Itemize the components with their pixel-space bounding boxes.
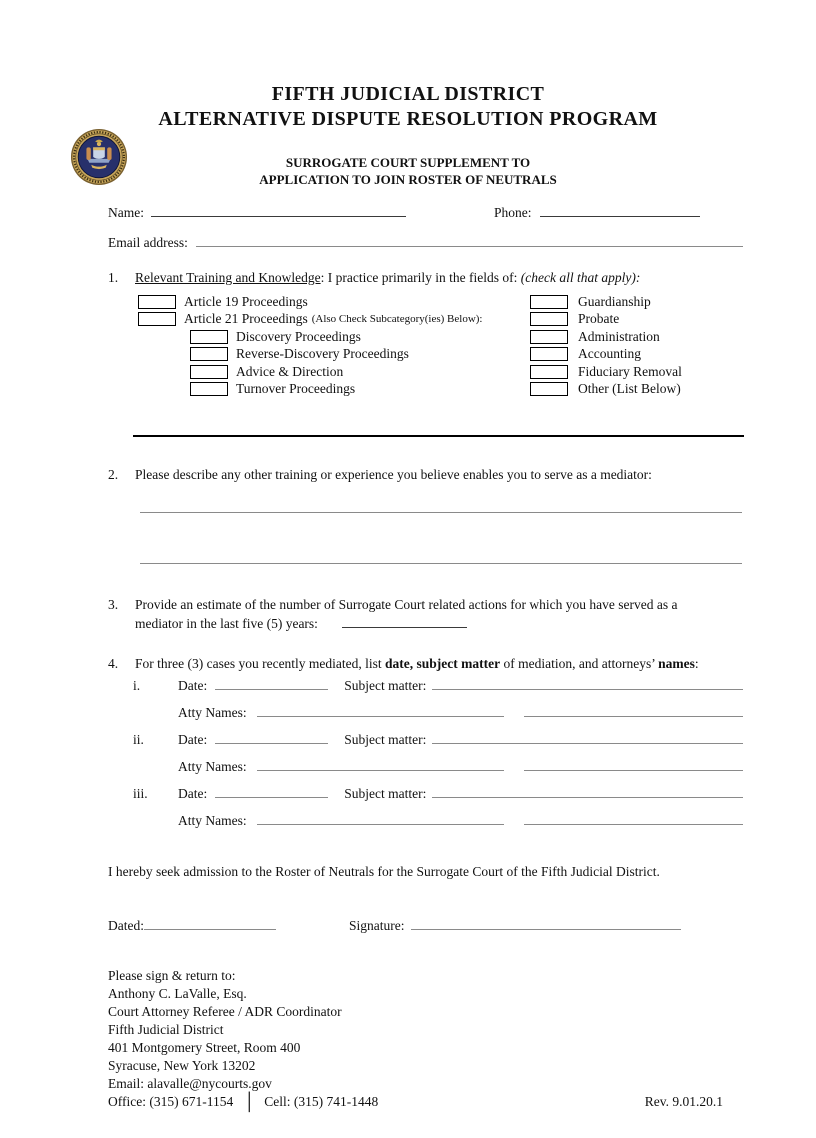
case-iii-atty-blank-line-2[interactable] [524,812,743,825]
case-i-date-blank-line[interactable] [215,677,328,690]
question-3 [108,595,743,633]
question-3-text-line-1: Provide an estimate of the number of Surrogate Court related actions for which you have served as a [135,597,678,612]
checkbox-row-guardianship [530,293,682,311]
question-3-text-line-2: mediator in the last five (5) years: [135,616,318,631]
email-row [108,234,743,251]
case-ii-subject-blank-line[interactable] [432,731,743,744]
case-iii-atty-blank-line-1[interactable] [257,812,504,825]
phone-label: Phone: [494,205,532,220]
checkbox-label: Fiduciary Removal [578,363,682,379]
form-title [0,82,816,132]
checkbox-row-fiduciary-removal [530,363,682,381]
question-2-number: 2. [108,467,119,482]
checkbox-fiduciary-removal[interactable] [530,365,568,379]
cell-phone: Cell: (315) 741-1448 [264,1094,379,1109]
subject-matter-label: Subject matter: [344,732,427,747]
question-3-estimate-blank-line[interactable] [342,615,467,628]
practice-fields-checkbox-group [108,293,743,398]
checkbox-label: Article 21 Proceedings [184,311,308,327]
subtitle-line-1: SURROGATE COURT SUPPLEMENT TO [285,155,531,170]
checkbox-label: Discovery Proceedings [236,328,361,344]
coordinator-title: Court Attorney Referee / ADR Coordinator [108,1004,342,1019]
subtitle-line-2: APPLICATION TO JOIN ROSTER OF NEUTRALS [259,172,557,187]
street-address: 401 Montgomery Street, Room 400 [108,1040,301,1055]
question-1-number: 1. [108,270,119,285]
subcategory-note: (Also Check Subcategory(ies) Below): [311,313,483,326]
date-label: Date: [178,786,208,801]
email-label: Email address: [108,235,188,250]
question-3-number: 3. [108,597,119,612]
checkbox-article-19-proceedings[interactable] [138,295,176,309]
name-blank-line[interactable] [151,204,406,217]
dated-blank-line[interactable] [144,917,276,930]
district-name: Fifth Judicial District [108,1022,224,1037]
phone-blank-line[interactable] [540,204,700,217]
checkbox-accounting[interactable] [530,347,568,361]
checkbox-reverse-discovery-proceedings[interactable] [190,347,228,361]
date-label: Date: [178,678,208,693]
case-ii-date-blank-line[interactable] [215,731,328,744]
admission-statement: I hereby seek admission to the Roster of Neutrals for the Surrogate Court of the Fifth Judicial District. [108,864,660,879]
separator-bar: │ [243,1092,256,1111]
case-iii-atty-row [178,812,743,839]
new-york-courts-seal-icon [70,128,128,186]
case-i-subject-blank-line[interactable] [432,677,743,690]
mediated-cases-list [108,677,743,839]
checkbox-probate[interactable] [530,312,568,326]
coordinator-name: Anthony C. LaValle, Esq. [108,986,247,1001]
question-2-blank-line-2[interactable] [140,551,742,564]
question-1-text-rest: : I practice primarily in the fields of: [320,270,521,285]
checkbox-label: Guardianship [578,293,651,309]
date-label: Date: [178,732,208,747]
subject-matter-label: Subject matter: [344,678,427,693]
checkbox-label: Probate [578,311,620,327]
question-1-italic-note: (check all that apply): [520,270,641,285]
phone-numbers [108,1093,378,1111]
checkbox-row-accounting [530,346,682,364]
case-iii-subject-blank-line[interactable] [432,785,743,798]
checkbox-label: Reverse-Discovery Proceedings [236,346,409,362]
checkbox-guardianship[interactable] [530,295,568,309]
title-line-2: ALTERNATIVE DISPUTE RESOLUTION PROGRAM [158,108,658,130]
dated-label: Dated: [108,918,144,933]
checkbox-column-right [530,293,682,398]
case-iii-numeral: iii. [133,786,148,801]
case-iii-date-row [133,785,743,812]
case-ii-date-row [133,731,743,758]
case-i-atty-blank-line-1[interactable] [257,704,504,717]
question-4-bold-names: names [658,656,695,671]
case-ii-atty-blank-line-1[interactable] [257,758,504,771]
case-ii-atty-blank-line-2[interactable] [524,758,743,771]
question-4-text [135,656,743,672]
question-4-text-mid: of mediation, and attorneys’ [500,656,659,671]
checkbox-row-administration [530,328,682,346]
case-i-date-row [133,677,743,704]
question-1 [108,270,743,286]
case-ii-atty-row [178,758,743,785]
checkbox-advice-and-direction[interactable] [190,365,228,379]
revision-number: Rev. 9.01.20.1 [644,1094,723,1109]
question-2-text: Please describe any other training or experience you believe enables you to serve as a mediator: [135,467,652,482]
return-address-block [108,967,743,1111]
checkbox-administration[interactable] [530,330,568,344]
return-instruction: Please sign & return to: [108,968,236,983]
subject-matter-label: Subject matter: [344,786,427,801]
checkbox-article-21-proceedings[interactable] [138,312,176,326]
city-state-zip: Syracuse, New York 13202 [108,1058,256,1073]
case-i-atty-row [178,704,743,731]
question-4-text-pre: For three (3) cases you recently mediated, list [135,656,386,671]
checkbox-other[interactable] [530,382,568,396]
checkbox-label: Turnover Proceedings [236,381,356,397]
checkbox-label: Accounting [578,346,641,362]
question-1-text [135,270,743,286]
question-1-heading: Relevant Training and Knowledge [135,270,321,285]
name-label: Name: [108,205,144,220]
question-4-bold-date-subject: date, subject matter [385,656,501,671]
office-phone: Office: (315) 671-1154 [108,1094,234,1109]
question-4-number: 4. [108,656,119,671]
question-3-text [135,595,743,633]
name-phone-row [108,204,743,221]
atty-names-label: Atty Names: [178,813,247,828]
question-4 [108,656,743,672]
question-2-blank-line-1[interactable] [140,500,742,513]
checkbox-row-other [530,381,682,399]
checkbox-label: Advice & Direction [236,363,344,379]
title-line-1: FIFTH JUDICIAL DISTRICT [271,83,545,105]
checkbox-row-probate [530,311,682,329]
phone-revision-row [108,1093,743,1111]
dated-signature-row [108,917,743,934]
checkbox-label: Administration [578,328,660,344]
email-blank-line[interactable] [196,234,743,247]
checkbox-label: Other (List Below) [578,381,681,397]
atty-names-label: Atty Names: [178,759,247,774]
email-line: Email: alavalle@nycourts.gov [108,1076,272,1091]
question-2 [108,467,743,483]
checkbox-label: Article 19 Proceedings [184,293,308,309]
case-iii-date-blank-line[interactable] [215,785,328,798]
other-list-blank-line[interactable] [133,424,744,437]
atty-names-label: Atty Names: [178,705,247,720]
question-4-text-post: : [694,656,699,671]
checkbox-turnover-proceedings[interactable] [190,382,228,396]
case-i-numeral: i. [133,678,141,693]
case-i-atty-blank-line-2[interactable] [524,704,743,717]
signature-label: Signature: [349,918,405,933]
signature-blank-line[interactable] [411,917,681,930]
case-ii-numeral: ii. [133,732,144,747]
checkbox-discovery-proceedings[interactable] [190,330,228,344]
